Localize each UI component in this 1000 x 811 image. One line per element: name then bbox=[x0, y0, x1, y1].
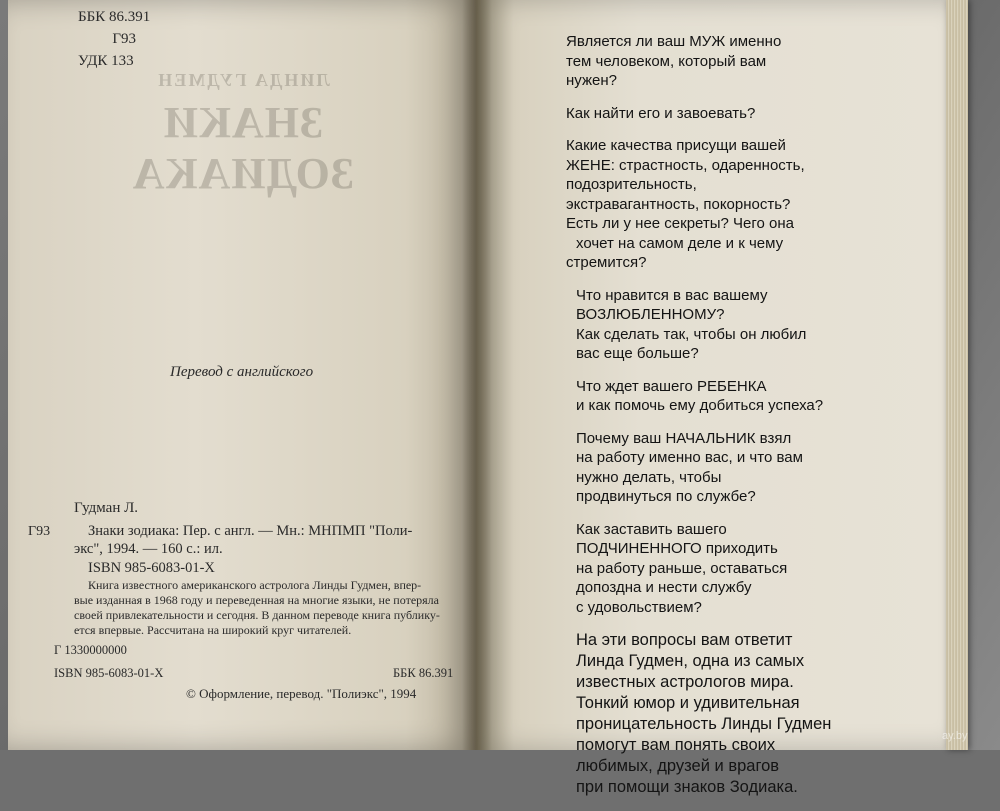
author-name: Гудман Л. bbox=[74, 500, 139, 516]
annotation-line: Книга известного американского астролога Линды Гудмен, впер- bbox=[88, 578, 422, 592]
text-line: нужно делать, чтобы bbox=[576, 468, 722, 486]
text-line: подозрительность, bbox=[566, 176, 697, 193]
text-line: продвинуться по службе? bbox=[576, 488, 756, 505]
text-line: Есть ли у нее секреты? Чего она bbox=[566, 215, 795, 232]
annotation-line: вые изданная в 1968 году и переведенная на многие языки, не потеряла bbox=[74, 593, 439, 607]
paragraph-child bbox=[566, 377, 856, 416]
book-gutter bbox=[462, 0, 492, 750]
paragraph-find bbox=[566, 104, 856, 124]
bbk-code: ББК 86.391 bbox=[78, 9, 151, 25]
text-line: на работу раньше, оставаться bbox=[576, 559, 788, 577]
call-number: Г93 bbox=[28, 524, 51, 539]
paragraph-beloved bbox=[566, 286, 856, 364]
text-line: Является ли ваш МУЖ именно bbox=[566, 33, 782, 50]
text-line: Почему ваш НАЧАЛЬНИК взял bbox=[576, 429, 792, 447]
text-line: с удовольствием? bbox=[576, 598, 702, 616]
text-line: Как заставить вашего bbox=[576, 520, 727, 538]
text-line: ПОДЧИНЕННОГО приходить bbox=[576, 540, 778, 557]
text-line: Тонкий юмор и удивительная bbox=[576, 694, 800, 712]
text-line: и как помочь ему добиться успеха? bbox=[576, 397, 824, 414]
text-line: известных астрологов мира. bbox=[576, 673, 794, 691]
site-watermark: ay.by bbox=[942, 730, 968, 742]
isbn: ISBN 985-6083-01-X bbox=[88, 560, 215, 576]
bibliographic-record bbox=[74, 522, 466, 558]
udk-code: УДК 133 bbox=[78, 53, 134, 69]
text-line: на работу именно вас, и что вам bbox=[576, 449, 803, 466]
text-line: стремится? bbox=[566, 254, 647, 271]
text-line: Как найти его и завоевать? bbox=[566, 104, 756, 122]
text-line: Что нравится в вас вашему bbox=[576, 286, 768, 304]
paragraph-answers bbox=[566, 630, 856, 798]
classification-codes bbox=[78, 6, 150, 72]
text-line: хочет на самом деле и к чему bbox=[576, 234, 784, 252]
biblio-line: экс", 1994. — 160 с.: ил. bbox=[74, 541, 223, 557]
paragraph-husband bbox=[566, 32, 856, 91]
text-line: вас еще больше? bbox=[576, 345, 699, 362]
bleed-author: ЛИНДА ГУДМЕН bbox=[156, 70, 330, 90]
text-line: Что ждет вашего РЕБЕНКА bbox=[576, 377, 767, 395]
g-code: Г 1330000000 bbox=[54, 643, 127, 657]
text-line: экстравагантность, покорность? bbox=[566, 195, 791, 213]
isbn-bottom: ISBN 985-6083-01-X bbox=[54, 666, 164, 680]
paragraph-boss bbox=[566, 429, 856, 507]
text-line: Как сделать так, чтобы он любил bbox=[576, 325, 807, 343]
annotation-line: ется впервые. Рассчитана на широкий круг читателей. bbox=[74, 623, 352, 637]
paragraph-wife bbox=[566, 136, 856, 273]
text-line: Какие качества присущи вашей bbox=[566, 137, 786, 154]
bbk-bottom: ББК 86.391 bbox=[393, 666, 454, 680]
text-line: проницательность Линды Гудмен bbox=[576, 715, 832, 733]
text-line: тем человеком, который вам bbox=[566, 52, 767, 70]
text-line: ЖЕНЕ: страстность, одаренность, bbox=[566, 156, 805, 174]
text-line: На эти вопросы вам ответит bbox=[576, 631, 793, 649]
text-line: Линда Гудмен, одна из самых bbox=[576, 652, 805, 670]
text-line: допоздна и нести службу bbox=[576, 579, 752, 596]
author-mark: Г93 bbox=[112, 31, 136, 47]
biblio-line: Знаки зодиака: Пер. с англ. — Мн.: МНПМП "Поли- bbox=[88, 523, 413, 539]
paragraph-subordinate bbox=[566, 520, 856, 618]
page-edges bbox=[946, 0, 968, 750]
left-page bbox=[8, 0, 476, 750]
copyright: © Оформление, перевод. "Полиэкс", 1994 bbox=[186, 686, 417, 701]
text-line: любимых, друзей и врагов bbox=[576, 757, 780, 775]
text-line: нужен? bbox=[566, 72, 617, 89]
bleed-through-title bbox=[78, 70, 408, 199]
blurb-text bbox=[566, 32, 856, 811]
bleed-book-title: ЗНАКИ ЗОДИАКА bbox=[131, 98, 355, 198]
text-line: помогут вам понять своих bbox=[576, 736, 776, 754]
text-line: при помощи знаков Зодиака. bbox=[576, 778, 798, 796]
text-line: ВОЗЛЮБЛЕННОМУ? bbox=[576, 306, 725, 323]
translation-note: Перевод с английского bbox=[170, 364, 314, 380]
annotation-line: своей привлекательности и сегодня. В данном переводе книга публику- bbox=[74, 608, 440, 622]
annotation bbox=[74, 578, 466, 638]
